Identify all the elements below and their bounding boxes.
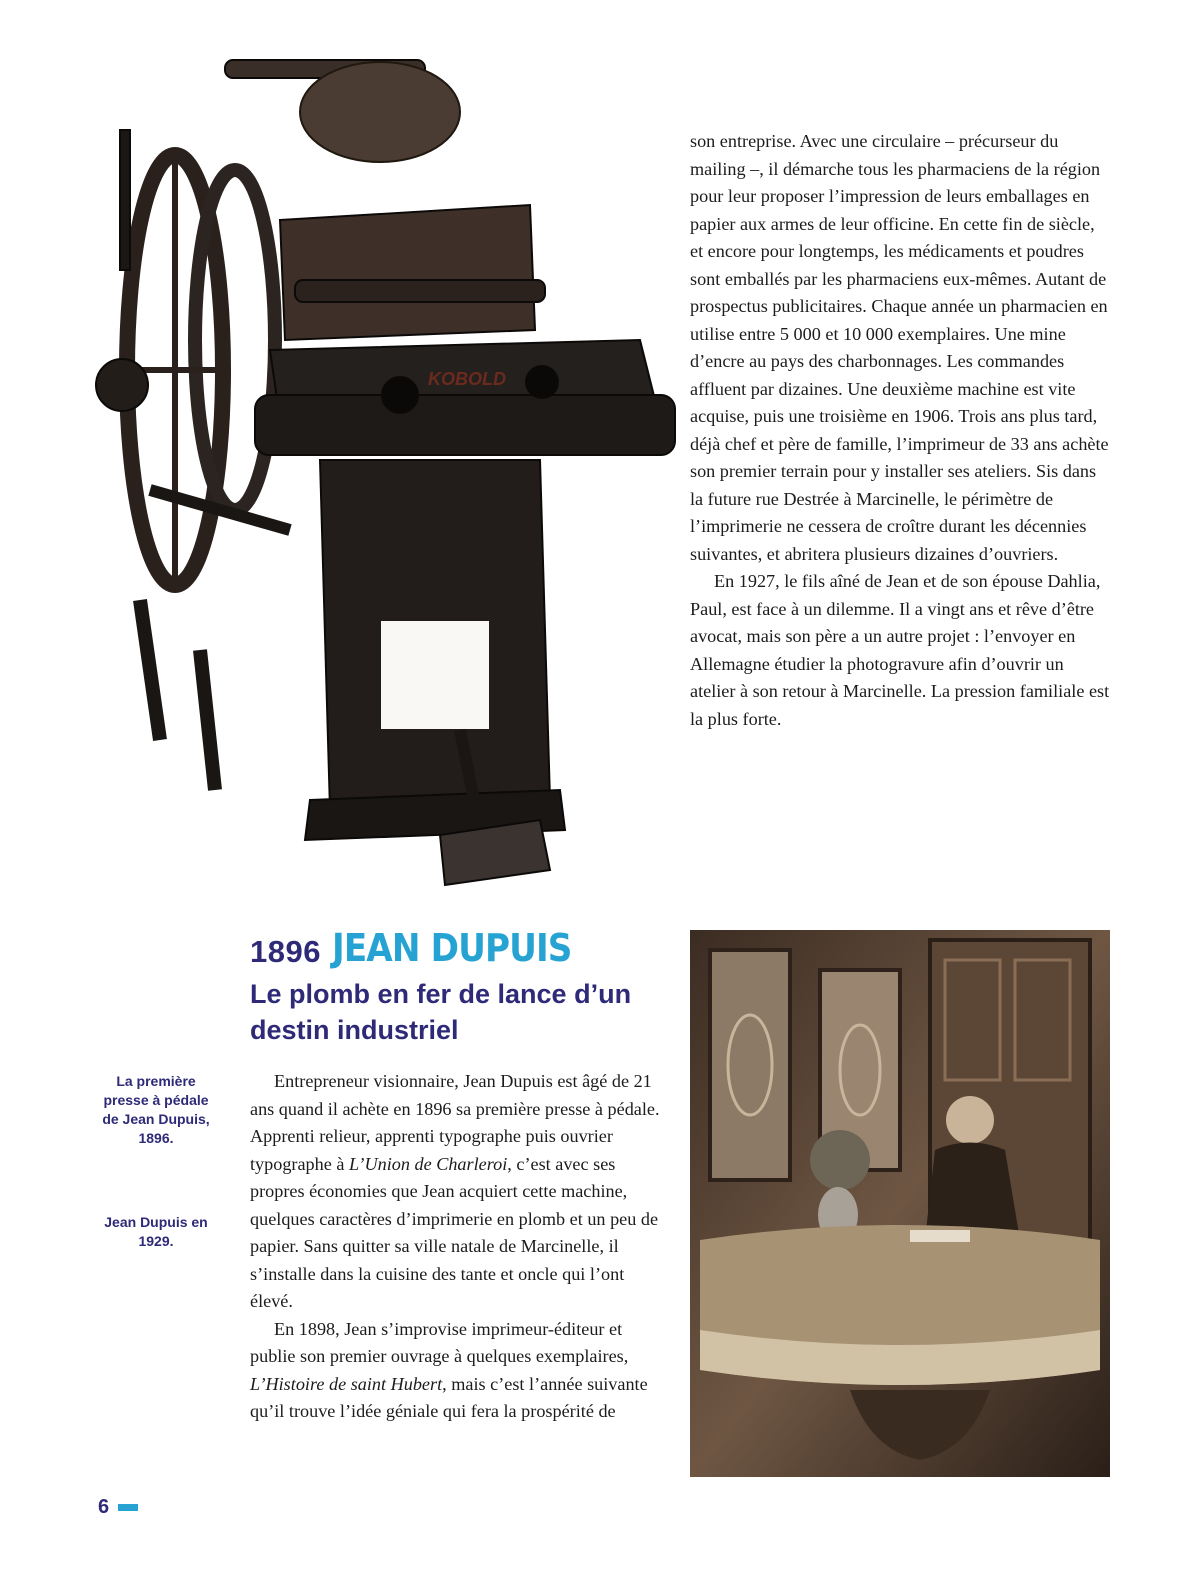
press-maker-label: KOBOLD (428, 369, 506, 389)
page-number: 6 (98, 1496, 110, 1518)
heading-name: JEAN DUPUIS (332, 926, 572, 970)
left-paragraph-2 (250, 1316, 670, 1426)
right-paragraph-1: son entreprise. Avec une circulaire – précurseur du mailing –, il démarche tous les pharmaciens de la région pour leur proposer l’impression de leurs emballages en papier aux armes de leur officine. En cette fin de siècle, et encore pour longtemps, les médicaments et poudres sont emballés par les pharmaciens eux-mêmes. Autant de prospectus publicitaires. Chaque année un pharmacien en utilise entre 5 000 et 10 000 exemplaires. Une mine d’encre au pays des charbonnages. Les commandes affluent par dizaines. Une deuxième machine est vite acquise, puis une troisième en 1906. Trois ans plus tard, déjà chef et père de famille, l’imprimeur de 33 ans achète son premier terrain pour y installer ses ateliers. Sis dans la future rue Destrée à Marcinelle, le périmètre de l’imprimerie ne cessera de croître durant les décennies suivantes, et abritera plusieurs dizaines d’ouvriers. (690, 131, 1109, 564)
left-p2-text-a: En 1898, Jean s’improvise imprimeur-éditeur et publie son premier ouvrage à quelques exemplaires, (250, 1318, 629, 1366)
right-paragraph-2: En 1927, le fils aîné de Jean et de son épouse Dahlia, Paul, est face à un dilemme. Il a vingt ans et rêve d’être avocat, mais son père a un autre projet : l’envoyer en Allemagne étudier la photogravure afin d’ouvrir un atelier à son retour à Marcinelle. La pression familiale est la plus forte. (690, 571, 1110, 729)
heading-subtitle: Le plomb en fer de lance d’un destin industriel (250, 979, 632, 1045)
left-paragraph-1 (250, 1068, 670, 1316)
left-p1-title: L’Union de Charleroi (348, 1153, 508, 1174)
printing-press-image (80, 40, 680, 900)
caption-portrait: Jean Dupuis en 1929. (104, 1214, 208, 1249)
portrait-photo (690, 930, 1110, 1477)
left-p1-text-b: , c’est avec ses propres économies que Jean acquiert cette machine, quelques caractères d’imprimerie en plomb et un peu de papier. Sans quitter sa ville natale de Marcinelle, il s’installe dans la cuisine des tante et oncle qui l’ont élevé. (250, 1153, 659, 1311)
page-number-bar (118, 1504, 138, 1511)
caption-press: La première presse à pédale de Jean Dupuis, 1896. (102, 1073, 210, 1146)
heading-year: 1896 (250, 934, 321, 969)
left-column (250, 1068, 670, 1426)
left-p2-text-b: , mais c’est l’année suivante qu’il trouve l’idée géniale qui fera la prospérité de (250, 1373, 648, 1421)
right-column (690, 128, 1110, 733)
left-p2-title: L’Histoire de saint Hubert (250, 1373, 443, 1394)
left-p1-text-a: Entrepreneur visionnaire, Jean Dupuis est âgé de 21 ans quand il achète en 1896 sa première presse à pédale. Apprenti relieur, apprenti typographe puis ouvrier typographe à (250, 1071, 660, 1174)
